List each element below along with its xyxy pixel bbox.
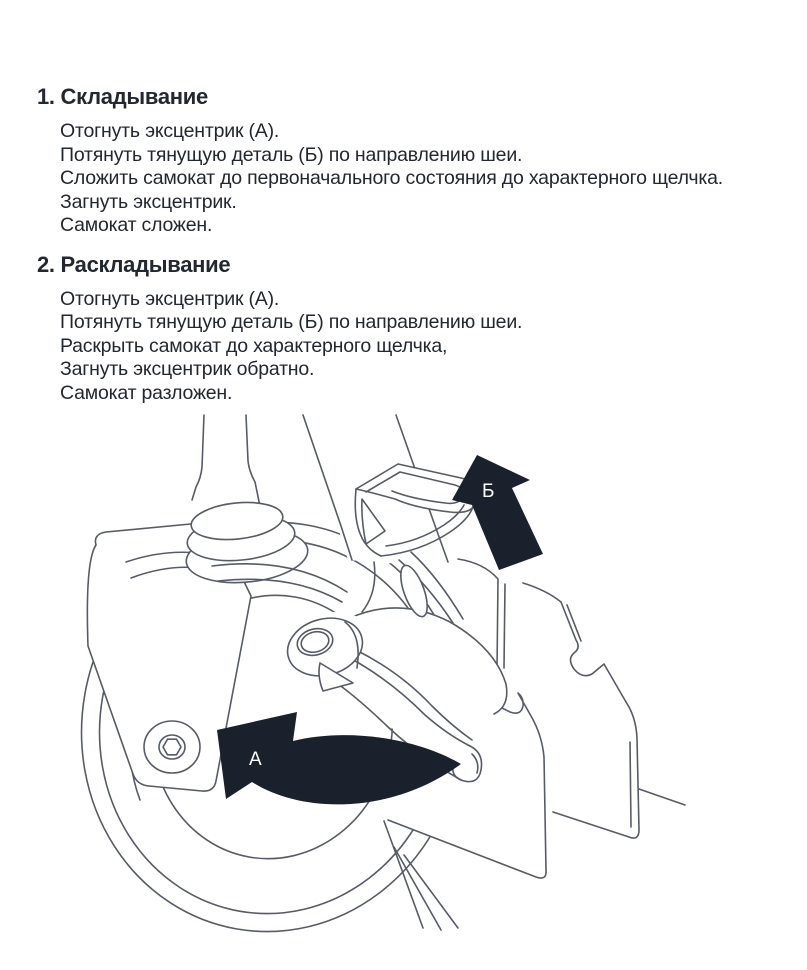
instruction-step: Загнуть эксцентрик. (60, 190, 237, 213)
arrow-b (452, 455, 543, 570)
instruction-step: Потянуть тянущую деталь (Б) по направлению шеи. (60, 311, 523, 333)
instruction-step: Раскрыть самокат до характерного щелчка, (60, 334, 448, 357)
instruction-step: Отогнуть эксцентрик (А). (60, 120, 280, 142)
instruction-step: Самокат разложен. (60, 381, 233, 404)
instruction-step: Отогнуть эксцентрик (А). (60, 287, 280, 310)
arrow-b-label: Б (482, 481, 495, 502)
instruction-step: Самокат сложен. (60, 214, 213, 236)
arrow-a-label: А (249, 749, 262, 770)
instruction-step: Потянуть тянущую деталь (Б) по направлению шеи. (60, 143, 523, 166)
axle-bolt-icon (144, 721, 200, 773)
section-folding-heading: 1. Складывание (37, 84, 208, 109)
instruction-step: Загнуть эксцентрик обратно. (60, 358, 315, 380)
instruction-step: Сложить самокат до первоначального состояния до характерного щелчка. (60, 167, 723, 189)
section-unfolding-heading: 2. Раскладывание (37, 251, 231, 277)
